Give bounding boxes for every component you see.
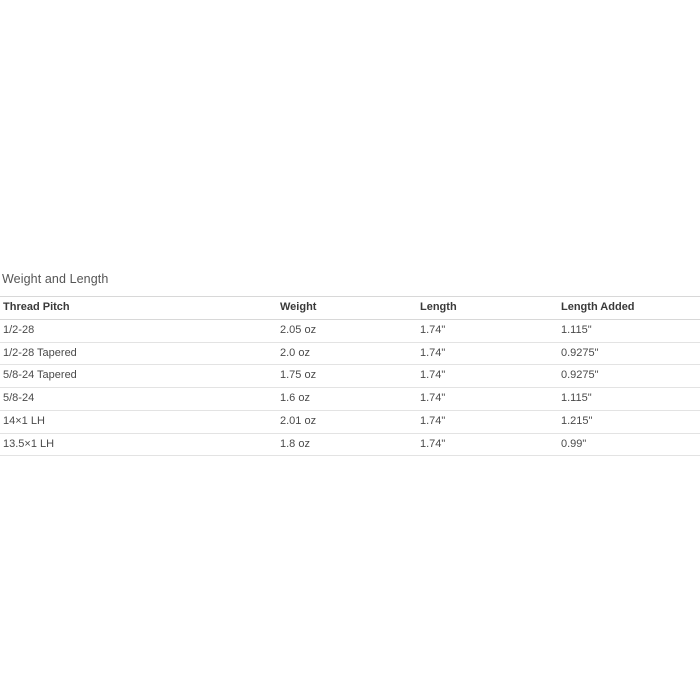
cell-length: 1.74" — [417, 410, 558, 433]
cell-length: 1.74" — [417, 433, 558, 456]
table-row — [0, 410, 700, 433]
table-header — [0, 297, 700, 320]
cell-length-added: 0.9275" — [558, 365, 700, 388]
weight-and-length-section — [0, 272, 700, 456]
specs-table — [0, 296, 700, 456]
column-header-length-added: Length Added — [558, 297, 700, 320]
cell-weight: 1.75 oz — [277, 365, 417, 388]
cell-thread-pitch: 1/2-28 Tapered — [0, 342, 277, 365]
cell-weight: 1.8 oz — [277, 433, 417, 456]
cell-weight: 2.0 oz — [277, 342, 417, 365]
cell-length-added: 1.215" — [558, 410, 700, 433]
cell-length-added: 1.115" — [558, 388, 700, 411]
cell-thread-pitch: 5/8-24 — [0, 388, 277, 411]
cell-weight: 2.05 oz — [277, 319, 417, 342]
cell-length: 1.74" — [417, 319, 558, 342]
cell-thread-pitch: 13.5×1 LH — [0, 433, 277, 456]
column-header-thread-pitch: Thread Pitch — [0, 297, 277, 320]
table-row — [0, 342, 700, 365]
cell-weight: 2.01 oz — [277, 410, 417, 433]
cell-thread-pitch: 1/2-28 — [0, 319, 277, 342]
cell-weight: 1.6 oz — [277, 388, 417, 411]
column-header-length: Length — [417, 297, 558, 320]
table-row — [0, 365, 700, 388]
cell-thread-pitch: 5/8-24 Tapered — [0, 365, 277, 388]
cell-thread-pitch: 14×1 LH — [0, 410, 277, 433]
section-title: Weight and Length — [2, 272, 109, 286]
cell-length: 1.74" — [417, 388, 558, 411]
cell-length: 1.74" — [417, 342, 558, 365]
table-row — [0, 319, 700, 342]
cell-length-added: 0.99" — [558, 433, 700, 456]
cell-length-added: 1.115" — [558, 319, 700, 342]
table-row — [0, 388, 700, 411]
table-body — [0, 319, 700, 456]
cell-length: 1.74" — [417, 365, 558, 388]
table-header-row — [0, 297, 700, 320]
cell-length-added: 0.9275" — [558, 342, 700, 365]
column-header-weight: Weight — [277, 297, 417, 320]
table-row — [0, 433, 700, 456]
